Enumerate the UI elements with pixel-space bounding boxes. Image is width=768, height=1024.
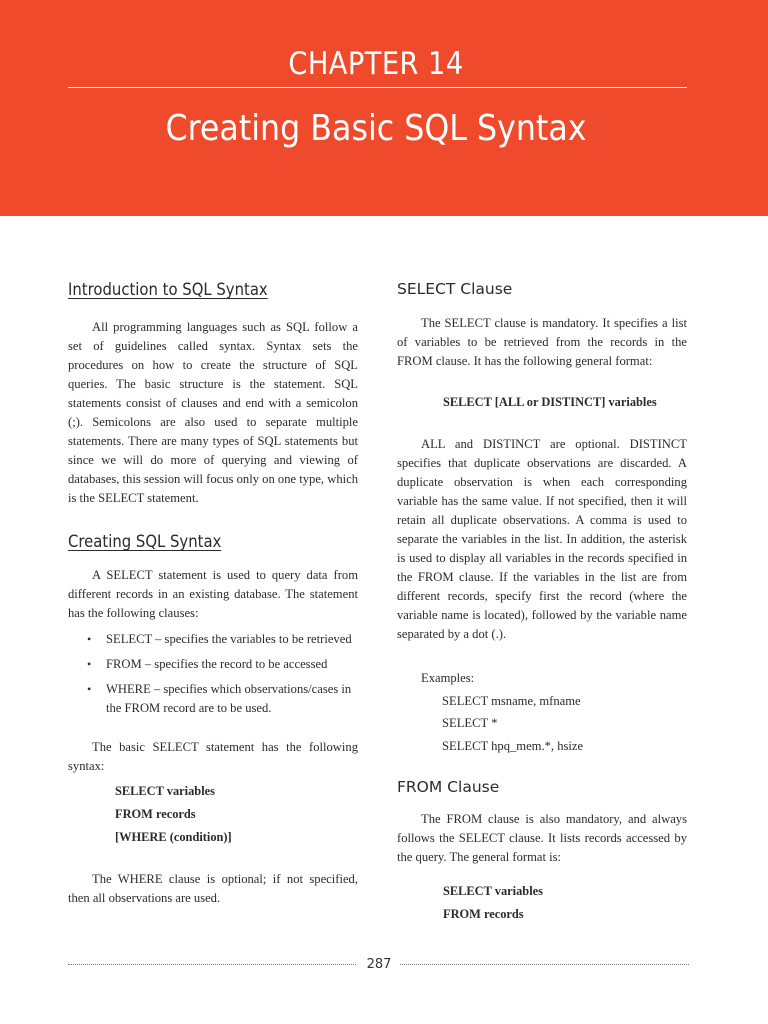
examples-label: Examples: xyxy=(421,671,475,685)
creating-paragraph: A SELECT statement is used to query data from different records in an existing database. The statement has the following clauses: xyxy=(68,568,358,620)
select-format: SELECT [ALL or DISTINCT] variables xyxy=(443,395,657,409)
examples-block xyxy=(397,667,687,757)
list-item: • WHERE – specifies which observations/cases in the FROM record are to be used. xyxy=(68,680,358,718)
basic-syntax-paragraph: The basic SELECT statement has the following syntax: xyxy=(68,740,358,773)
distinct-paragraph: ALL and DISTINCT are optional. DISTINCT specifies that duplicate observations are discarded. A duplicate observation is when each corresponding variable has the same value. If not specified, then it will retain all duplicate observations. A comma is used to separate the variables in the list. In addition, the asterisk is used to display all variables in the records specified in the FROM clause. If the variables in the list are from different records, specify first the record (where the variable name is located), followed by the variable name separated by a dot (.). xyxy=(397,437,687,641)
select-paragraph: The SELECT clause is mandatory. It specifies a list of variables to be retrieved from the records in the FROM clause. It has the following general format: xyxy=(397,316,687,368)
syntax-line: FROM records xyxy=(115,807,196,821)
from-format xyxy=(397,880,687,926)
where-paragraph: The WHERE clause is optional; if not specified, then all observations are used. xyxy=(68,872,358,905)
clause-list xyxy=(68,630,358,718)
list-item: • FROM – specifies the record to be accessed xyxy=(68,655,358,674)
chapter-banner xyxy=(0,0,768,216)
intro-heading: Introduction to SQL Syntax xyxy=(68,280,268,299)
syntax-line: FROM records xyxy=(443,907,524,921)
example-line: SELECT msname, mfname xyxy=(442,693,581,708)
chapter-number: CHAPTER 14 xyxy=(288,46,464,82)
example-line: SELECT hpq_mem.*, hsize xyxy=(442,738,584,753)
list-item: • SELECT – specifies the variables to be retrieved xyxy=(68,630,358,649)
from-clause-heading: FROM Clause xyxy=(397,778,500,796)
right-column xyxy=(397,280,687,926)
page-number: 287 xyxy=(366,957,392,972)
syntax-line: SELECT variables xyxy=(443,884,543,898)
syntax-block xyxy=(68,780,358,849)
footer-rule-left xyxy=(68,964,356,965)
select-clause-heading: SELECT Clause xyxy=(397,280,513,298)
banner-divider xyxy=(68,87,687,88)
syntax-line: [WHERE (condition)] xyxy=(115,830,232,844)
footer-rule-right xyxy=(400,964,689,965)
example-line: SELECT * xyxy=(442,716,498,730)
creating-heading: Creating SQL Syntax xyxy=(68,532,222,551)
from-paragraph: The FROM clause is also mandatory, and always follows the SELECT clause. It lists records accessed by the query. The general format is: xyxy=(397,812,687,864)
chapter-title: Creating Basic SQL Syntax xyxy=(165,108,587,149)
intro-paragraph: All programming languages such as SQL follow a set of guidelines called syntax. Syntax sets the procedures on how to create the structure of SQL queries. The basic structure is the statement. SQL statements consist of clauses and end with a semicolon (;). Semicolons are also used to separate multiple statements. There are many types of SQL statements but since we will do more of querying and viewing of databases, this session will focus only on one type, which is the SELECT statement. xyxy=(68,320,358,505)
syntax-line: SELECT variables xyxy=(115,784,215,798)
left-column xyxy=(68,280,358,908)
